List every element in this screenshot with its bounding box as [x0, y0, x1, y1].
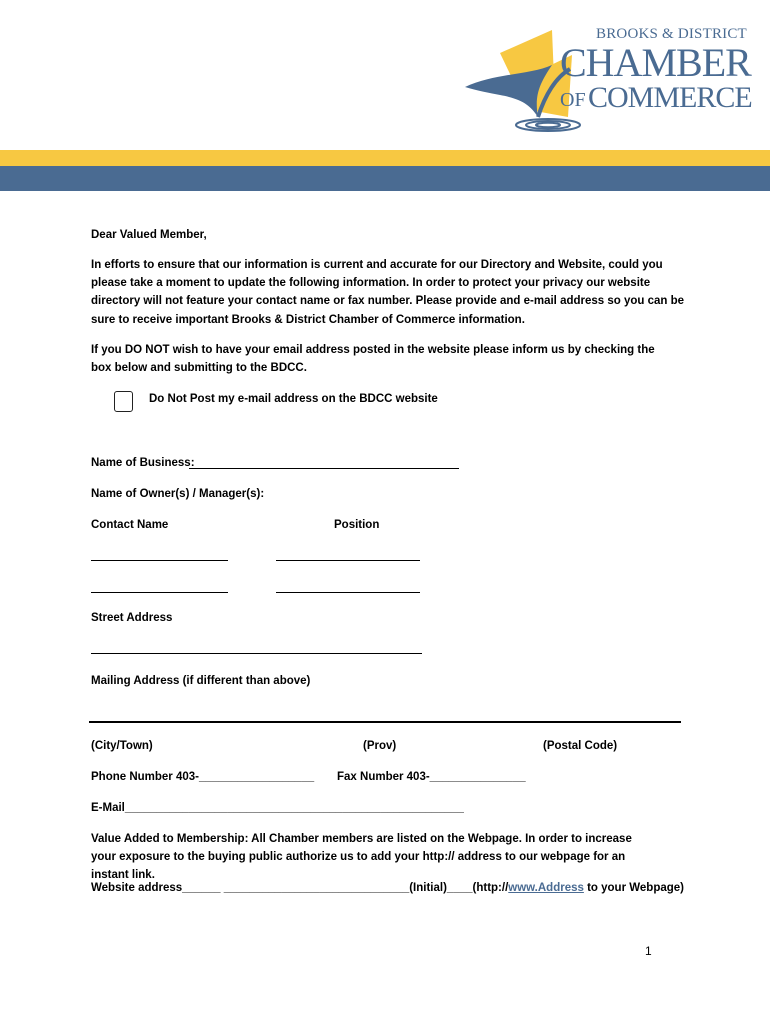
website-prefix: Website address______ _____________________________(Initial)____(http://: [91, 882, 509, 894]
street-label: Street Address: [91, 612, 173, 624]
chamber-logo: [460, 25, 750, 140]
checkbox-label: Do Not Post my e-mail address on the BDCC website: [149, 393, 438, 405]
postal-label: (Postal Code): [543, 740, 618, 752]
street-field[interactable]: [91, 653, 422, 654]
logo-line-3: COMMERCE: [588, 81, 752, 114]
business-label: Name of Business:: [91, 457, 195, 469]
opt-out-paragraph: If you DO NOT wish to have your email address posted in the website please inform us by checking the box below and submitting to the BDCC.: [91, 344, 655, 375]
contact-name-field-2[interactable]: [91, 592, 228, 593]
website-example-link[interactable]: www.Address: [508, 882, 584, 894]
phone-field[interactable]: Phone Number 403-__________________: [91, 771, 315, 783]
contact-name-label: Contact Name: [91, 519, 169, 531]
email-field[interactable]: E-Mail_____________________________________________________: [91, 802, 464, 814]
fax-field[interactable]: Fax Number 403-_______________: [337, 771, 526, 783]
header-blue-band: [0, 166, 770, 191]
owners-label: Name of Owner(s) / Manager(s):: [91, 488, 265, 500]
page-number: 1: [645, 944, 652, 958]
city-label: (City/Town): [91, 740, 153, 752]
position-field-1[interactable]: [276, 560, 420, 561]
website-suffix: to your Webpage): [583, 882, 684, 894]
salutation: Dear Valued Member,: [91, 229, 207, 241]
contact-name-field-1[interactable]: [91, 560, 228, 561]
logo-line-3-of: OF: [560, 89, 586, 111]
prov-label: (Prov): [363, 740, 397, 752]
mailing-label: Mailing Address (if different than above): [91, 675, 311, 687]
business-field[interactable]: [189, 468, 459, 469]
logo-line-1: BROOKS & DISTRICT: [596, 26, 747, 42]
logo-line-2: CHAMBER: [560, 40, 751, 85]
website-address-line[interactable]: [91, 879, 684, 897]
mailing-field[interactable]: [89, 721, 681, 723]
position-field-2[interactable]: [276, 592, 420, 593]
do-not-post-checkbox[interactable]: [114, 391, 133, 412]
value-added-paragraph: Value Added to Membership: All Chamber members are listed on the Webpage. In order to increase your exposure to the buying public authorize us to add your http:// address to our webpage for an instant link.: [91, 833, 632, 882]
intro-paragraph: In efforts to ensure that our information is current and accurate for our Directory and Website, could you please take a moment to update the following information. In order to protect your privacy our website directory will not feature your contact name or fax number. Please provide and e-mail address so you can be sure to receive important Brooks & District Chamber of Commerce information.: [91, 259, 685, 326]
position-label: Position: [334, 519, 380, 531]
